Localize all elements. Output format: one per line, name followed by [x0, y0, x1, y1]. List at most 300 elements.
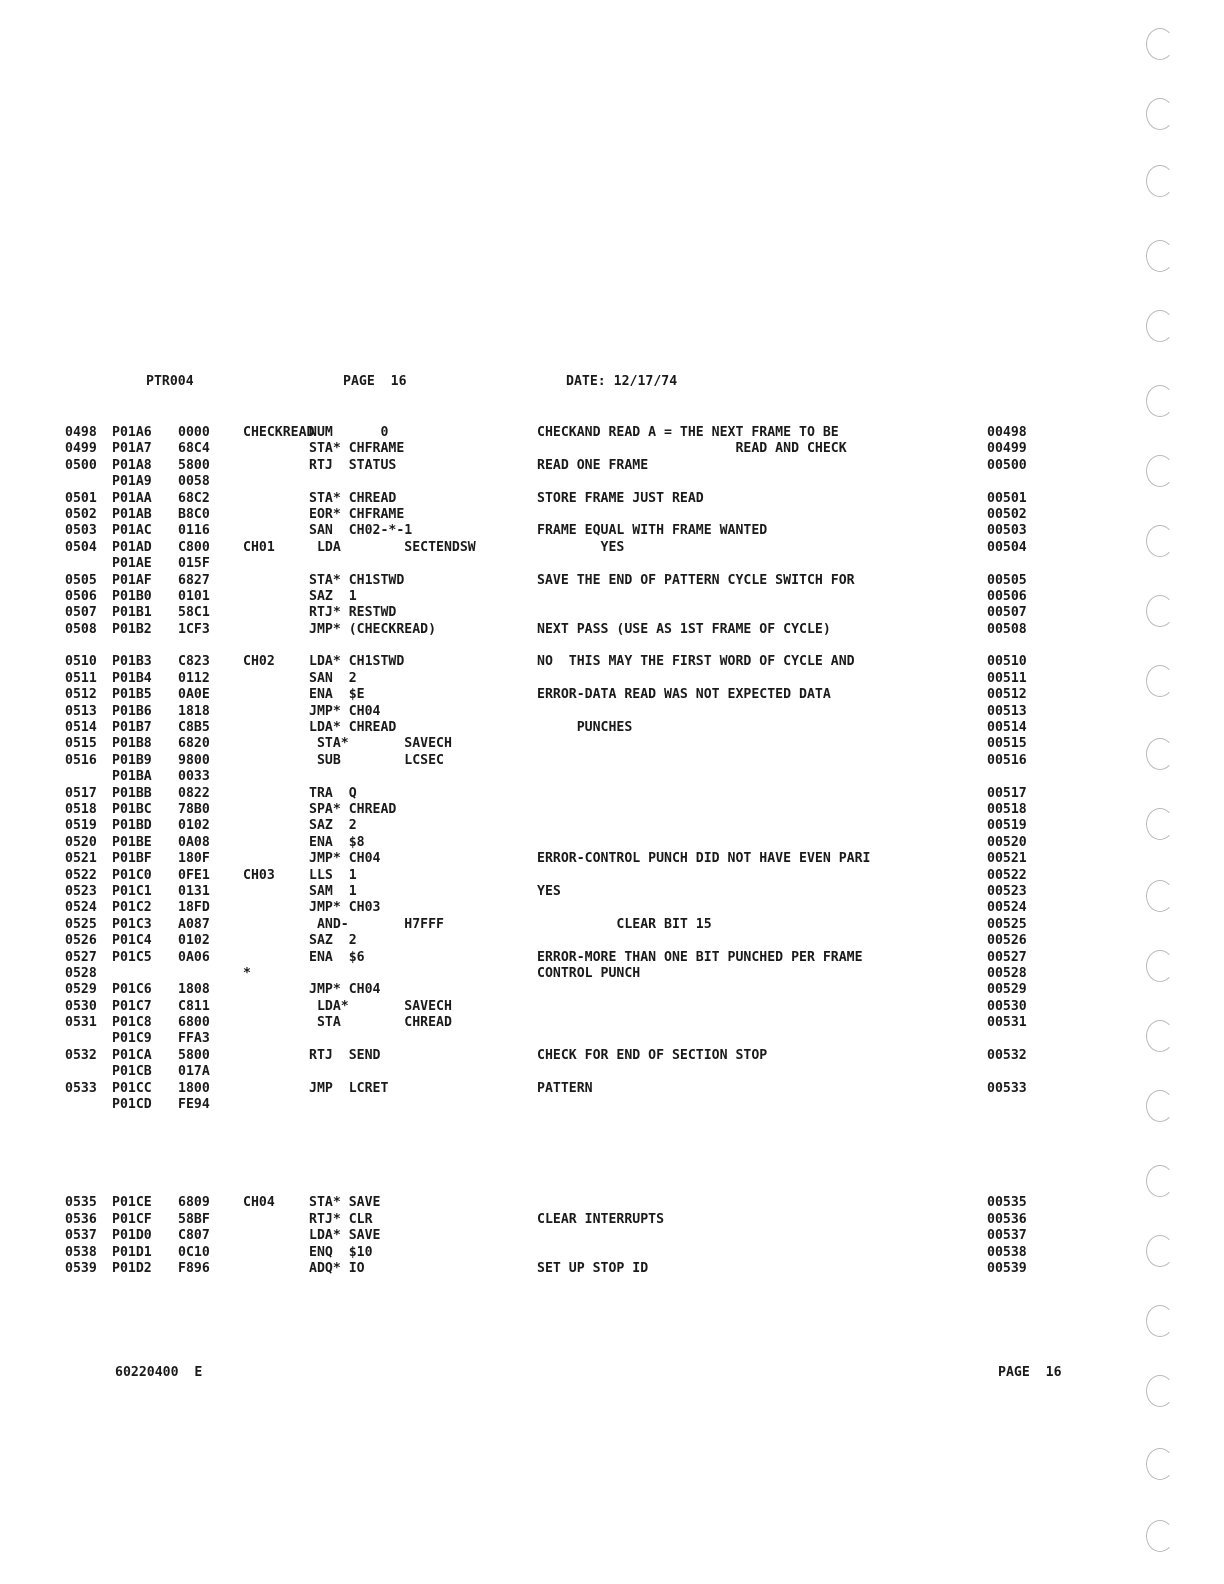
binder-hole	[1146, 525, 1174, 557]
source-operation: SAZ 1	[309, 588, 357, 604]
listing-line	[65, 835, 1145, 851]
listing-line	[65, 966, 1145, 982]
object-code: 5800	[178, 1047, 210, 1063]
listing-line	[65, 671, 1145, 687]
line-number: 0523	[65, 883, 97, 899]
binder-hole	[1146, 1305, 1174, 1337]
listing-line	[65, 605, 1145, 621]
address: P01CF	[112, 1211, 152, 1227]
sequence-number: 00517	[987, 785, 1027, 801]
address: P01B3	[112, 654, 152, 670]
object-code: 0112	[178, 670, 210, 686]
listing-line	[65, 1015, 1145, 1031]
line-number: 0528	[65, 965, 97, 981]
object-code: 5800	[178, 457, 210, 473]
address: P01BA	[112, 769, 152, 785]
source-comment: STORE FRAME JUST READ	[537, 490, 704, 506]
blank-line	[65, 1179, 1145, 1195]
address: P01B2	[112, 621, 152, 637]
sequence-number: 00502	[987, 506, 1027, 522]
program-name: PTR004	[146, 374, 194, 389]
line-number: 0539	[65, 1260, 97, 1276]
sequence-number: 00511	[987, 670, 1027, 686]
source-operation: SAN CH02-*-1	[309, 523, 413, 539]
address: P01AC	[112, 523, 152, 539]
binder-hole	[1146, 385, 1174, 417]
address: P01AA	[112, 490, 152, 506]
line-number: 0537	[65, 1228, 97, 1244]
address: P01C6	[112, 982, 152, 998]
line-number: 0527	[65, 949, 97, 965]
binder-hole	[1146, 1165, 1174, 1197]
address: P01B9	[112, 752, 152, 768]
object-code: C800	[178, 539, 210, 555]
address: P01C8	[112, 1015, 152, 1031]
object-code: 1818	[178, 703, 210, 719]
blank-line	[65, 638, 1145, 654]
object-code: C8B5	[178, 720, 210, 736]
source-operation: ADQ* IO	[309, 1260, 365, 1276]
source-comment: CHECKAND READ A = THE NEXT FRAME TO BE	[537, 425, 839, 440]
blank-line	[65, 1146, 1145, 1162]
listing-line	[65, 1048, 1145, 1064]
object-code: 0033	[178, 769, 210, 785]
listing-line	[65, 523, 1145, 539]
object-code: FE94	[178, 1097, 210, 1113]
source-label: CH01	[243, 539, 275, 555]
source-operation: LLS 1	[309, 867, 357, 883]
line-number: 0506	[65, 588, 97, 604]
listing-line	[65, 1097, 1145, 1113]
source-operation: EOR* CHFRAME	[309, 506, 405, 522]
object-code: A087	[178, 916, 210, 932]
sequence-number: 00518	[987, 801, 1027, 817]
line-number: 0538	[65, 1244, 97, 1260]
source-comment: ERROR-MORE THAN ONE BIT PUNCHED PER FRAME	[537, 949, 863, 965]
source-comment: NO THIS MAY THE FIRST WORD OF CYCLE AND	[537, 654, 855, 670]
source-operation: ENA $8	[309, 834, 365, 850]
source-comment: PUNCHES	[537, 720, 633, 736]
listing-line	[65, 933, 1145, 949]
source-comment: FRAME EQUAL WITH FRAME WANTED	[537, 523, 768, 539]
object-code: 0A06	[178, 949, 210, 965]
listing-line	[65, 704, 1145, 720]
line-number: 0505	[65, 572, 97, 588]
listing-line	[65, 556, 1145, 572]
source-operation: ENA $E	[309, 687, 365, 703]
object-code: 6827	[178, 572, 210, 588]
listing-line	[65, 573, 1145, 589]
listing-line	[65, 917, 1145, 933]
sequence-number: 00503	[987, 523, 1027, 539]
line-number: 0519	[65, 818, 97, 834]
address: P01B1	[112, 605, 152, 621]
source-operation: JMP LCRET	[309, 1080, 389, 1096]
binder-hole	[1146, 880, 1174, 912]
sequence-number: 00508	[987, 621, 1027, 637]
address: P01AE	[112, 556, 152, 572]
line-number: 0517	[65, 785, 97, 801]
object-code: FFA3	[178, 1031, 210, 1047]
line-number: 0520	[65, 834, 97, 850]
binder-hole	[1146, 310, 1174, 342]
address: P01B5	[112, 687, 152, 703]
object-code: 0A0E	[178, 687, 210, 703]
listing-line	[65, 1245, 1145, 1261]
listing-line	[65, 1081, 1145, 1097]
binder-hole	[1146, 1520, 1174, 1552]
object-code: 0102	[178, 818, 210, 834]
source-operation: STA* CHFRAME	[309, 441, 405, 457]
binder-hole	[1146, 1448, 1174, 1480]
sequence-number: 00514	[987, 720, 1027, 736]
sequence-number: 00520	[987, 834, 1027, 850]
source-operation: NUM 0	[309, 425, 389, 440]
listing-line	[65, 654, 1145, 670]
binder-hole	[1146, 165, 1174, 197]
source-comment: YES	[537, 883, 561, 899]
sequence-number: 00512	[987, 687, 1027, 703]
binder-hole	[1146, 808, 1174, 840]
object-code: 6809	[178, 1195, 210, 1211]
sequence-number: 00501	[987, 490, 1027, 506]
source-operation: LDA* SAVECH	[309, 998, 452, 1014]
listing-line	[65, 868, 1145, 884]
source-operation: SAZ 2	[309, 818, 357, 834]
line-number: 0508	[65, 621, 97, 637]
sequence-number: 00516	[987, 752, 1027, 768]
line-number: 0518	[65, 801, 97, 817]
sequence-number: 00530	[987, 998, 1027, 1014]
line-number: 0526	[65, 933, 97, 949]
object-code: 9800	[178, 752, 210, 768]
source-operation: STA* SAVECH	[309, 736, 452, 752]
source-operation: RTJ SEND	[309, 1047, 381, 1063]
sequence-number: 00532	[987, 1047, 1027, 1063]
source-operation: LDA* CHREAD	[309, 720, 397, 736]
address: P01B0	[112, 588, 152, 604]
line-number: 0498	[65, 425, 97, 440]
binder-hole	[1146, 1235, 1174, 1267]
object-code: 180F	[178, 851, 210, 867]
address: P01CD	[112, 1097, 152, 1113]
line-number: 0510	[65, 654, 97, 670]
object-code: 0058	[178, 474, 210, 490]
sequence-number: 00521	[987, 851, 1027, 867]
object-code: 1800	[178, 1080, 210, 1096]
sequence-number: 00538	[987, 1244, 1027, 1260]
binder-hole	[1146, 595, 1174, 627]
object-code: 0102	[178, 933, 210, 949]
address: P01BC	[112, 801, 152, 817]
object-code: 0C10	[178, 1244, 210, 1260]
sequence-number: 00505	[987, 572, 1027, 588]
sequence-number: 00498	[987, 425, 1027, 440]
sequence-number: 00528	[987, 965, 1027, 981]
source-operation: RTJ* CLR	[309, 1211, 373, 1227]
listing-line	[65, 720, 1145, 736]
object-code: 0000	[178, 425, 210, 440]
source-operation: AND- H7FFF	[309, 916, 444, 932]
address: P01D0	[112, 1228, 152, 1244]
source-operation: STA CHREAD	[309, 1015, 452, 1031]
address: P01B8	[112, 736, 152, 752]
sequence-number: 00522	[987, 867, 1027, 883]
source-operation: STA* CH1STWD	[309, 572, 405, 588]
address: P01A9	[112, 474, 152, 490]
line-number: 0521	[65, 851, 97, 867]
source-label: CH04	[243, 1195, 275, 1211]
source-operation: STA* CHREAD	[309, 490, 397, 506]
object-code: 68C4	[178, 441, 210, 457]
line-number: 0507	[65, 605, 97, 621]
listing-line	[65, 687, 1145, 703]
sequence-number: 00500	[987, 457, 1027, 473]
listing-line	[65, 802, 1145, 818]
listing-line	[65, 1031, 1145, 1047]
listing-line	[65, 1195, 1145, 1211]
source-comment: CHECK FOR END OF SECTION STOP	[537, 1047, 768, 1063]
object-code: 0116	[178, 523, 210, 539]
page-number-footer: PAGE 16	[998, 1365, 1062, 1380]
sequence-number: 00525	[987, 916, 1027, 932]
line-number: 0532	[65, 1047, 97, 1063]
address: P01CB	[112, 1064, 152, 1080]
object-code: F896	[178, 1260, 210, 1276]
source-operation: JMP* CH03	[309, 900, 381, 916]
listing-line	[65, 1261, 1145, 1277]
binder-hole	[1146, 1090, 1174, 1122]
object-code: 0FE1	[178, 867, 210, 883]
sequence-number: 00499	[987, 441, 1027, 457]
line-number: 0536	[65, 1211, 97, 1227]
line-number: 0513	[65, 703, 97, 719]
listing-line	[65, 425, 1145, 441]
object-code: 58C1	[178, 605, 210, 621]
listing-line	[65, 622, 1145, 638]
listing-line	[65, 491, 1145, 507]
line-number: 0504	[65, 539, 97, 555]
page-number-header: PAGE 16	[343, 374, 407, 389]
address: P01B6	[112, 703, 152, 719]
address: P01A7	[112, 441, 152, 457]
listing-line	[65, 474, 1145, 490]
address: P01C3	[112, 916, 152, 932]
sequence-number: 00529	[987, 982, 1027, 998]
source-operation: SUB LCSEC	[309, 752, 444, 768]
object-code: 1808	[178, 982, 210, 998]
binder-hole	[1146, 240, 1174, 272]
source-operation: LDA SECTENDSW	[309, 539, 476, 555]
address: P01BB	[112, 785, 152, 801]
binder-hole	[1146, 665, 1174, 697]
listing-line	[65, 999, 1145, 1015]
date-header: DATE: 12/17/74	[566, 374, 678, 389]
blank-line	[65, 1163, 1145, 1179]
listing-line	[65, 900, 1145, 916]
object-code: B8C0	[178, 506, 210, 522]
line-number: 0524	[65, 900, 97, 916]
object-code: C811	[178, 998, 210, 1014]
source-operation: SAM 1	[309, 883, 357, 899]
sequence-number: 00533	[987, 1080, 1027, 1096]
object-code: C823	[178, 654, 210, 670]
address: P01BF	[112, 851, 152, 867]
object-code: 0131	[178, 883, 210, 899]
source-operation: ENA $6	[309, 949, 365, 965]
source-operation: STA* SAVE	[309, 1195, 381, 1211]
binder-hole	[1146, 738, 1174, 770]
source-label: CH03	[243, 867, 275, 883]
object-code: 18FD	[178, 900, 210, 916]
address: P01C5	[112, 949, 152, 965]
sequence-number: 00537	[987, 1228, 1027, 1244]
source-operation: ENQ $10	[309, 1244, 373, 1260]
source-comment: ERROR-DATA READ WAS NOT EXPECTED DATA	[537, 687, 831, 703]
listing-line	[65, 458, 1145, 474]
object-code: 017A	[178, 1064, 210, 1080]
listing-line	[65, 441, 1145, 457]
binder-holes	[1140, 0, 1200, 1584]
source-label: *	[243, 965, 251, 981]
listing-line	[65, 851, 1145, 867]
listing-line	[65, 769, 1145, 785]
address: P01A8	[112, 457, 152, 473]
sequence-number: 00526	[987, 933, 1027, 949]
source-label: CHECKREAD	[243, 425, 315, 440]
source-label: CH02	[243, 654, 275, 670]
source-comment: SET UP STOP ID	[537, 1260, 649, 1276]
assembly-listing	[65, 425, 1145, 1277]
sequence-number: 00524	[987, 900, 1027, 916]
sequence-number: 00539	[987, 1260, 1027, 1276]
object-code: C807	[178, 1228, 210, 1244]
source-operation: RTJ* RESTWD	[309, 605, 397, 621]
line-number: 0530	[65, 998, 97, 1014]
address: P01BE	[112, 834, 152, 850]
source-comment: CONTROL PUNCH	[537, 965, 641, 981]
listing-line	[65, 753, 1145, 769]
address: P01D1	[112, 1244, 152, 1260]
source-operation: JMP* CH04	[309, 982, 381, 998]
sequence-number: 00510	[987, 654, 1027, 670]
address: P01A6	[112, 425, 152, 440]
line-number: 0511	[65, 670, 97, 686]
object-code: 0A08	[178, 834, 210, 850]
address: P01BD	[112, 818, 152, 834]
source-operation: TRA Q	[309, 785, 357, 801]
address: P01C4	[112, 933, 152, 949]
sequence-number: 00536	[987, 1211, 1027, 1227]
line-number: 0502	[65, 506, 97, 522]
address: P01AD	[112, 539, 152, 555]
listing-line	[65, 589, 1145, 605]
object-code: 0822	[178, 785, 210, 801]
binder-hole	[1146, 950, 1174, 982]
address: P01CA	[112, 1047, 152, 1063]
source-operation: LDA* CH1STWD	[309, 654, 405, 670]
address: P01C2	[112, 900, 152, 916]
listing-line	[65, 736, 1145, 752]
document-number: 60220400 E	[115, 1365, 203, 1380]
binder-hole	[1146, 28, 1174, 60]
source-comment: YES	[537, 539, 625, 555]
address: P01B4	[112, 670, 152, 686]
source-comment: NEXT PASS (USE AS 1ST FRAME OF CYCLE)	[537, 621, 831, 637]
address: P01C9	[112, 1031, 152, 1047]
source-operation: SAZ 2	[309, 933, 357, 949]
object-code: 1CF3	[178, 621, 210, 637]
address: P01C1	[112, 883, 152, 899]
sequence-number: 00527	[987, 949, 1027, 965]
line-number: 0525	[65, 916, 97, 932]
address: P01D2	[112, 1260, 152, 1276]
sequence-number: 00523	[987, 883, 1027, 899]
address: P01C0	[112, 867, 152, 883]
binder-hole	[1146, 98, 1174, 130]
object-code: 78B0	[178, 801, 210, 817]
blank-line	[65, 1113, 1145, 1129]
blank-line	[65, 1130, 1145, 1146]
object-code: 68C2	[178, 490, 210, 506]
object-code: 6800	[178, 1015, 210, 1031]
sequence-number: 00519	[987, 818, 1027, 834]
address: P01AF	[112, 572, 152, 588]
line-number: 0533	[65, 1080, 97, 1096]
address: P01CC	[112, 1080, 152, 1096]
listing-line	[65, 786, 1145, 802]
object-code: 58BF	[178, 1211, 210, 1227]
line-number: 0516	[65, 752, 97, 768]
listing-line	[65, 982, 1145, 998]
source-comment: PATTERN	[537, 1080, 593, 1096]
source-operation: JMP* CH04	[309, 851, 381, 867]
listing-line	[65, 1064, 1145, 1080]
sequence-number: 00507	[987, 605, 1027, 621]
line-number: 0501	[65, 490, 97, 506]
line-number: 0499	[65, 441, 97, 457]
line-number: 0512	[65, 687, 97, 703]
source-comment: CLEAR BIT 15	[537, 916, 712, 932]
sequence-number: 00531	[987, 1015, 1027, 1031]
address: P01B7	[112, 720, 152, 736]
object-code: 6820	[178, 736, 210, 752]
line-number: 0522	[65, 867, 97, 883]
listing-line	[65, 1228, 1145, 1244]
source-operation: JMP* CH04	[309, 703, 381, 719]
source-operation: SAN 2	[309, 670, 357, 686]
listing-line	[65, 540, 1145, 556]
sequence-number: 00504	[987, 539, 1027, 555]
line-number: 0535	[65, 1195, 97, 1211]
source-operation: RTJ STATUS	[309, 457, 397, 473]
sequence-number: 00513	[987, 703, 1027, 719]
listing-line	[65, 818, 1145, 834]
line-number: 0503	[65, 523, 97, 539]
binder-hole	[1146, 1375, 1174, 1407]
object-code: 015F	[178, 556, 210, 572]
address: P01C7	[112, 998, 152, 1014]
sequence-number: 00535	[987, 1195, 1027, 1211]
source-comment: READ AND CHECK	[537, 441, 847, 457]
listing-line	[65, 884, 1145, 900]
binder-hole	[1146, 1020, 1174, 1052]
sequence-number: 00506	[987, 588, 1027, 604]
line-number: 0515	[65, 736, 97, 752]
source-comment: READ ONE FRAME	[537, 457, 649, 473]
source-comment: CLEAR INTERRUPTS	[537, 1211, 665, 1227]
line-number: 0531	[65, 1015, 97, 1031]
